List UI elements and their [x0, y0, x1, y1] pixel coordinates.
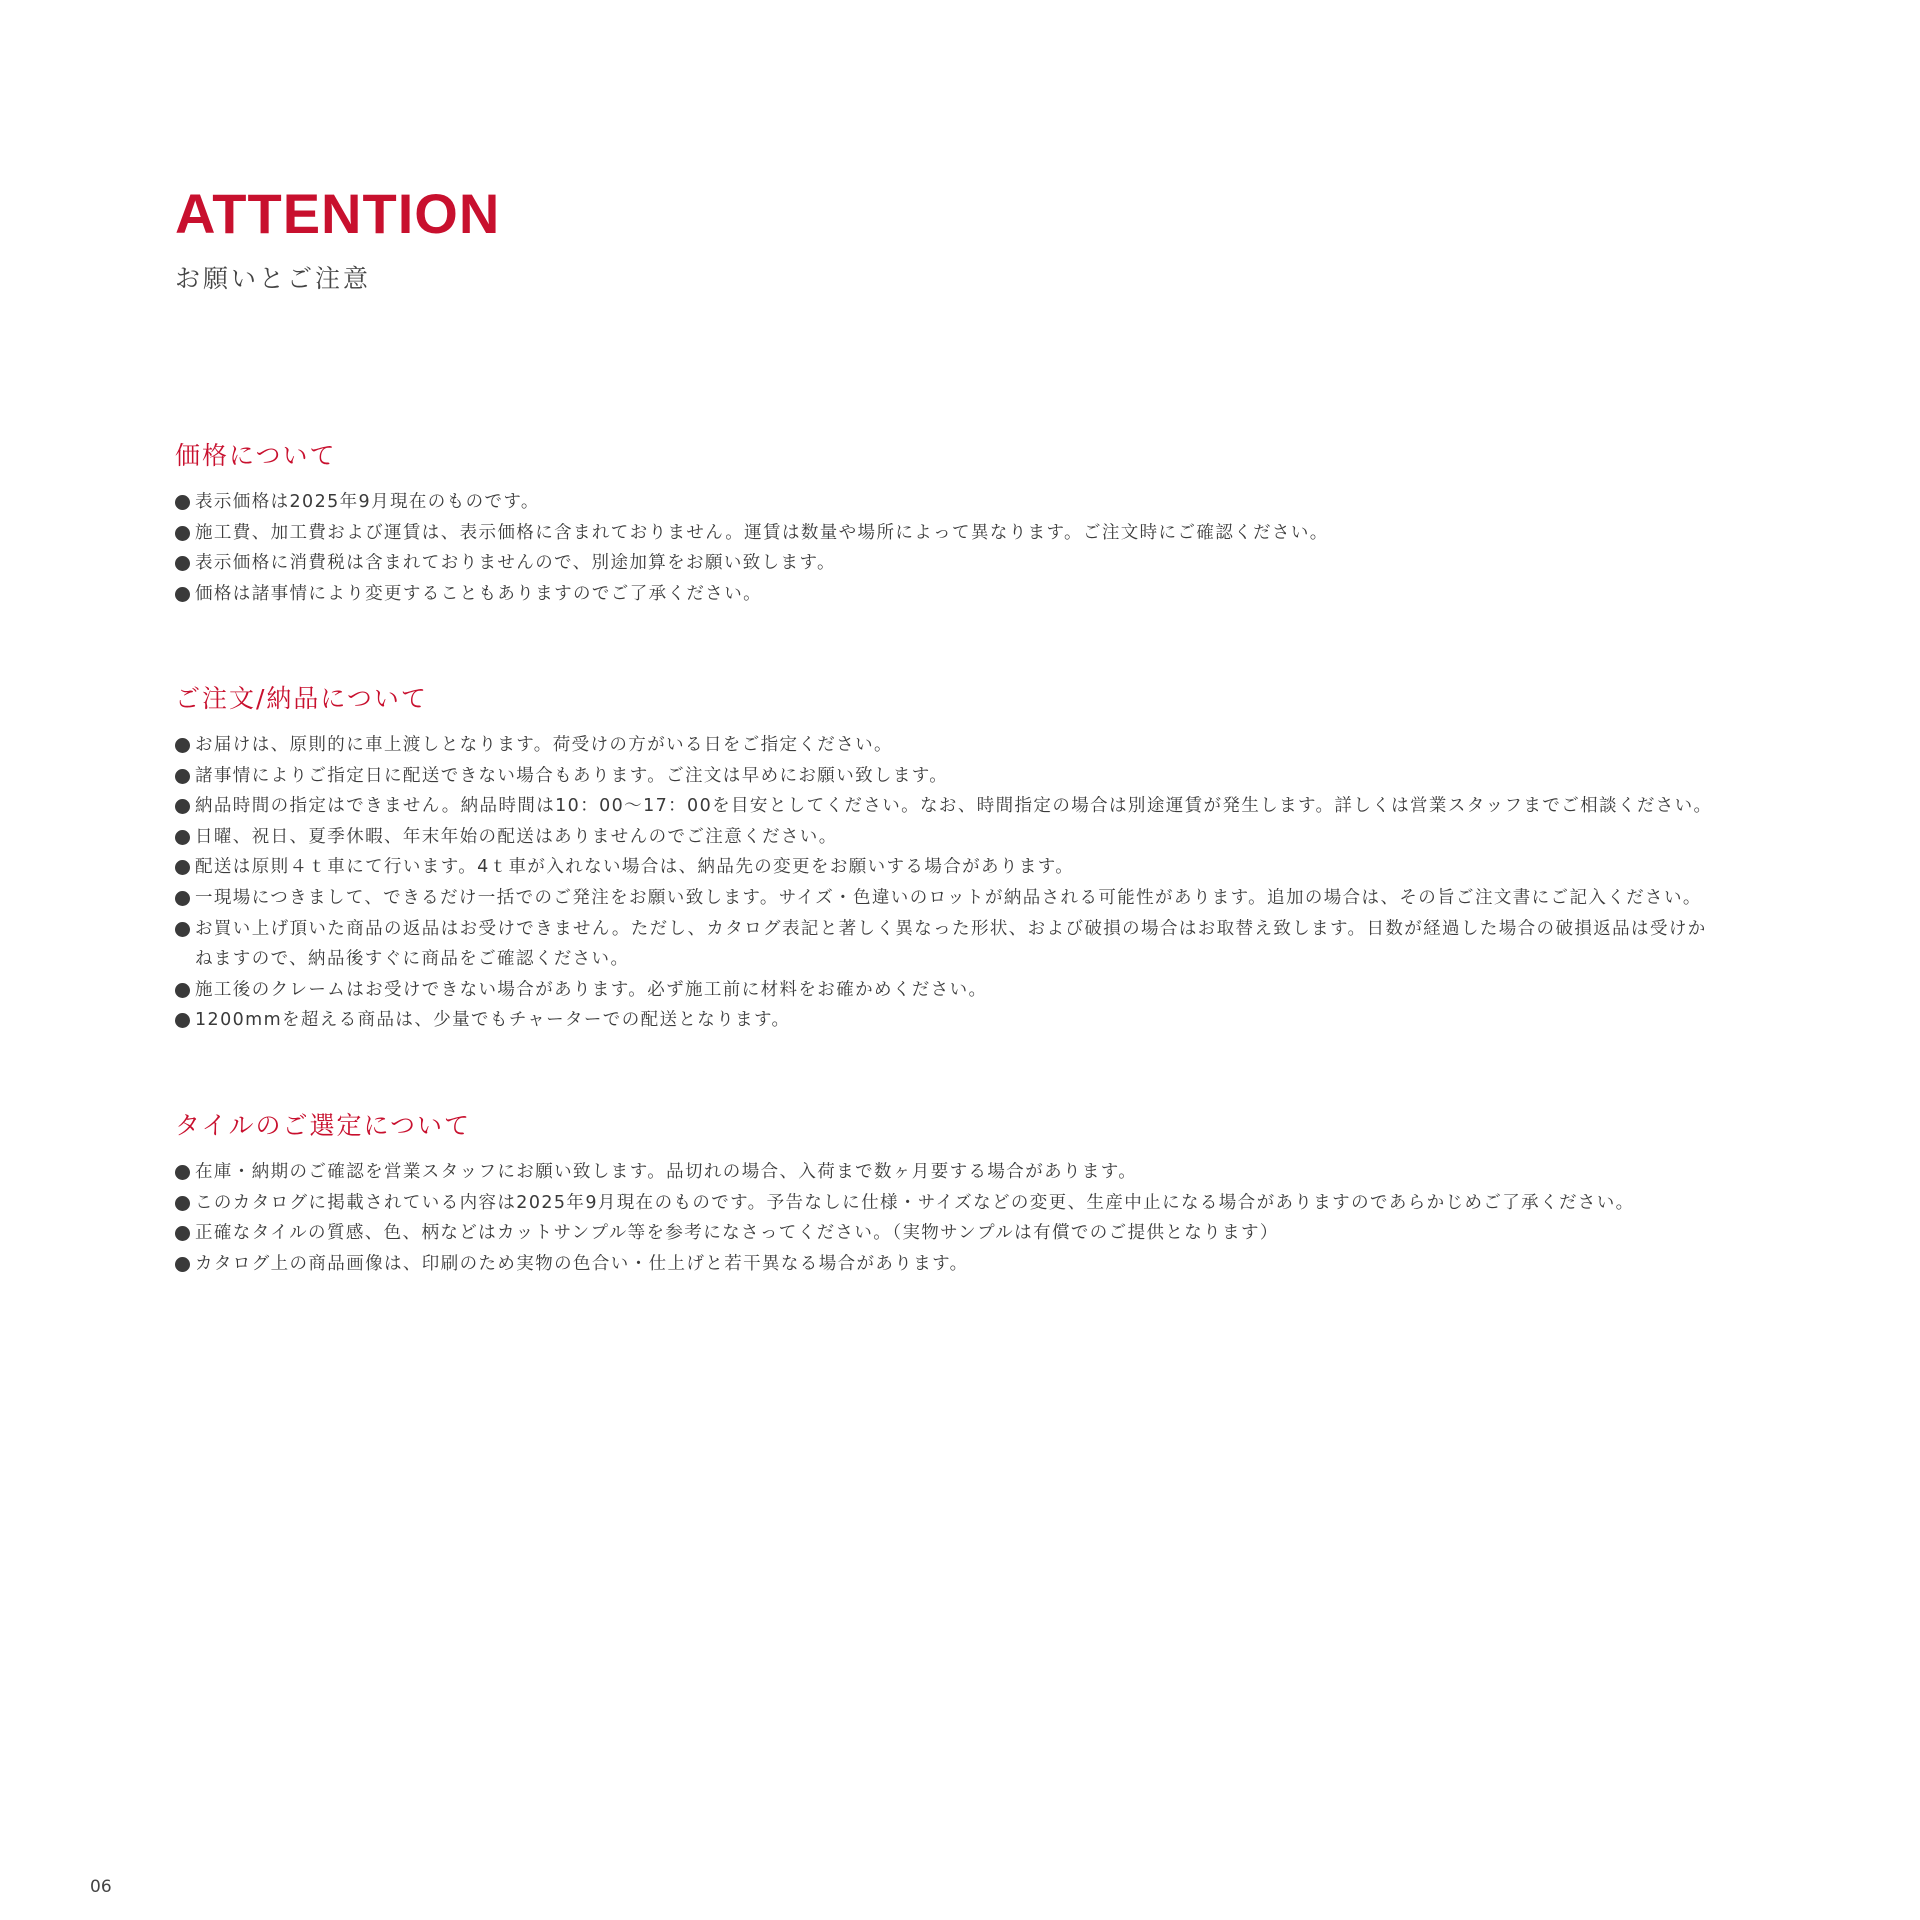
bullet-icon	[175, 587, 190, 602]
item-text: 在庫・納期のご確認を営業スタッフにお願い致します。品切れの場合、入荷まで数ヶ月要する場合があります。	[195, 1162, 1138, 1182]
section-order-delivery	[175, 682, 1775, 1036]
list-item	[175, 730, 1775, 761]
page-subtitle: お願いとご注意	[175, 264, 372, 293]
item-text: 正確なタイルの質感、色、柄などはカットサンプル等を参考になさってください。（実物サンプルは有償でのご提供となります）	[195, 1223, 1279, 1244]
list-item	[175, 1249, 1775, 1280]
section-heading: タイルのご選定について	[175, 1111, 472, 1140]
item-text: 配送は原則４ｔ車にて行います。4ｔ車が入れない場合は、納品先の変更をお願いする場合があります。	[195, 857, 1075, 878]
list-item	[175, 791, 1775, 822]
bullet-icon	[175, 495, 190, 510]
list-item	[175, 1218, 1775, 1249]
list-item	[175, 548, 1775, 579]
item-text: 施工費、加工費および運賃は、表示価格に含まれておりません。運賃は数量や場所によって異なります。ご注文時にご確認ください。	[195, 522, 1329, 543]
item-text: 価格は諸事情により変更することもありますのでご了承ください。	[195, 583, 762, 604]
list-item	[175, 975, 1775, 1006]
bullet-icon	[175, 1165, 190, 1180]
bullet-icon	[175, 769, 190, 784]
list-item	[175, 579, 1775, 610]
item-text: 日曜、祝日、夏季休暇、年末年始の配送はありませんのでご注意ください。	[195, 826, 838, 847]
bullet-icon	[175, 1013, 190, 1028]
item-text: 表示価格は2025年9月現在のものです。	[195, 492, 540, 512]
bullet-icon	[175, 983, 190, 998]
list-item	[175, 487, 1775, 518]
list-item	[175, 914, 1775, 975]
bullet-icon	[175, 1226, 190, 1241]
bullet-icon	[175, 922, 190, 937]
item-text: 1200mmを超える商品は、少量でもチャーターでの配送となります。	[195, 1010, 791, 1031]
bullet-icon	[175, 799, 190, 814]
section-price	[175, 439, 1775, 609]
section-heading: 価格について	[175, 441, 337, 470]
list-item	[175, 1188, 1775, 1219]
bullet-icon	[175, 1257, 190, 1272]
list-item	[175, 883, 1775, 914]
page-number: 06	[90, 1877, 112, 1897]
item-text: 表示価格に消費税は含まれておりませんので、別途加算をお願い致します。	[195, 553, 836, 574]
list-item	[175, 822, 1775, 853]
item-text: お届けは、原則的に車上渡しとなります。荷受けの方がいる日をご指定ください。	[195, 735, 893, 755]
bullet-icon	[175, 738, 190, 753]
bullet-list	[175, 487, 1775, 609]
bullet-icon	[175, 860, 190, 875]
bullet-icon	[175, 1196, 190, 1211]
item-text: 施工後のクレームはお受けできない場合があります。必ず施工前に材料をお確かめください。	[195, 979, 988, 1000]
page-header	[175, 182, 500, 296]
bullet-icon	[175, 891, 190, 906]
list-item	[175, 761, 1775, 792]
section-heading: ご注文/納品について	[175, 684, 428, 713]
bullet-icon	[175, 526, 190, 541]
section-tile-selection	[175, 1109, 1775, 1279]
item-text: 納品時間の指定はできません。納品時間は10：00～17：00を目安としてください。なお、時間指定の場合は別途運賃が発生します。詳しくは営業スタッフまでご相談ください。	[195, 796, 1713, 817]
item-text: 一現場につきまして、できるだけ一括でのご発注をお願い致します。サイズ・色違いのロットが納品される可能性があります。追加の場合は、その旨ご注文書にご記入ください。	[195, 887, 1702, 908]
list-item	[175, 518, 1775, 549]
page-title: ATTENTION	[175, 182, 501, 245]
list-item	[175, 1005, 1775, 1036]
bullet-icon	[175, 830, 190, 845]
bullet-list	[175, 730, 1775, 1036]
list-item	[175, 1157, 1775, 1188]
item-text: カタログ上の商品画像は、印刷のため実物の色合い・仕上げと若干異なる場合があります。	[195, 1253, 969, 1274]
bullet-icon	[175, 556, 190, 571]
item-text: このカタログに掲載されている内容は2025年9月現在のものです。予告なしに仕様・サイズなどの変更、生産中止になる場合がありますのであらかじめご了承ください。	[195, 1192, 1635, 1213]
list-item	[175, 852, 1775, 883]
bullet-list	[175, 1157, 1775, 1279]
item-text: お買い上げ頂いた商品の返品はお受けできません。ただし、カタログ表記と著しく異なった形状、および破損の場合はお取替え致します。日数が経過した場合の破損返品は受けか ねますので、納品後すぐに商品をご確認ください。	[195, 918, 1707, 970]
item-text: 諸事情によりご指定日に配送できない場合もあります。ご注文は早めにお願い致します。	[195, 765, 949, 786]
